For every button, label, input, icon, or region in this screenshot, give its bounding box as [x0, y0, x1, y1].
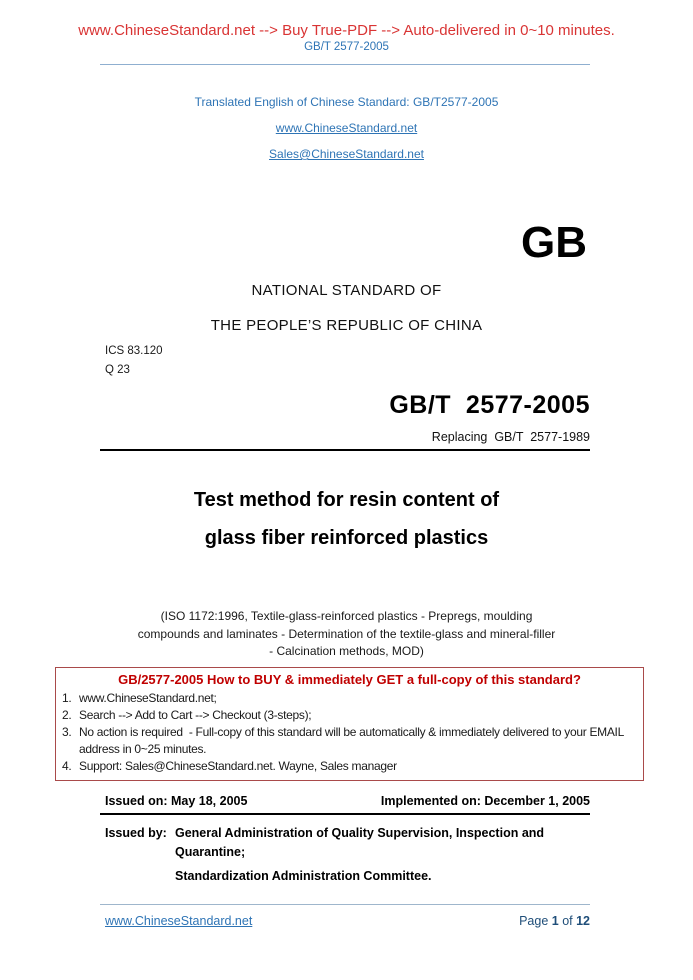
issued-on-date: Issued on: May 18, 2005	[105, 794, 248, 808]
buy-step-4	[62, 758, 637, 775]
issued-by-authority-line3: Standardization Administration Committee.	[175, 869, 432, 883]
national-standard-line1: NATIONAL STANDARD OF	[251, 282, 442, 299]
dates-divider	[100, 813, 590, 815]
q-classification: Q 23	[105, 364, 130, 376]
issued-by-content	[175, 824, 595, 886]
buy-step-3-number: 3.	[62, 725, 72, 739]
implemented-on-date: Implemented on: December 1, 2005	[380, 794, 590, 808]
buy-step-3	[62, 724, 637, 758]
buy-step-1-number: 1.	[62, 691, 72, 705]
buy-truepdf-banner: www.ChineseStandard.net --> Buy True-PDF --> Auto-delivered in 0~10 minutes.	[78, 22, 615, 39]
issued-by-authority-line1: General Administration of Quality Supervision, Inspection and	[175, 826, 545, 840]
issued-by-block	[105, 824, 595, 886]
buy-step-1	[62, 690, 637, 707]
standard-number: GB/T 2577-2005	[389, 391, 590, 419]
buy-step-2-number: 2.	[62, 708, 72, 722]
how-to-buy-box	[55, 667, 644, 781]
document-title-line1: Test method for resin content of	[193, 489, 500, 511]
national-standard-line2: THE PEOPLE’S REPUBLIC OF CHINA	[210, 317, 483, 334]
issued-by-authority-line2: Quarantine;	[175, 845, 246, 859]
doc-code-header: GB/T 2577-2005	[304, 41, 389, 53]
buy-step-4-number: 4.	[62, 759, 72, 773]
site-link[interactable]: www.ChineseStandard.net	[275, 121, 418, 135]
replacing-note: Replacing GB/T 2577-1989	[431, 430, 590, 444]
footer-row	[105, 914, 590, 928]
page-total: 12	[576, 914, 590, 928]
ics-code: ICS 83.120	[105, 345, 163, 357]
iso-note-line1: (ISO 1172:1996, Textile-glass-reinforced plastics - Prepregs, moulding	[160, 609, 533, 623]
translated-line: Translated English of Chinese Standard: GB/T2577-2005	[194, 95, 499, 109]
buy-step-2	[62, 707, 637, 724]
gb-logo: GB	[521, 218, 587, 267]
iso-note-line3: - Calcination methods, MOD)	[269, 644, 424, 658]
issued-by-label: Issued by:	[105, 826, 167, 840]
document-title-line2: glass fiber reinforced plastics	[204, 527, 489, 549]
email-link[interactable]: Sales@ChineseStandard.net	[269, 147, 424, 161]
page-current: 1	[551, 914, 559, 928]
page-word: Page	[519, 914, 552, 928]
buy-step-2-text: Search --> Add to Cart --> Checkout (3-steps);	[79, 708, 312, 722]
issue-dates-row	[105, 794, 590, 808]
standard-divider	[100, 449, 590, 451]
page-number	[519, 914, 590, 928]
buy-step-3-text: No action is required - Full-copy of this standard will be automatically & immediately delivered to your EMAIL address in 0~25 minutes.	[79, 725, 627, 756]
buy-step-1-text: www.ChineseStandard.net;	[79, 691, 217, 705]
footer-divider	[100, 904, 590, 905]
footer-site-link[interactable]: www.ChineseStandard.net	[105, 914, 253, 928]
how-to-buy-heading: GB/2577-2005 How to BUY & immediately GET a full-copy of this standard?	[118, 672, 581, 687]
iso-note-line2: compounds and laminates - Determination of the textile-glass and mineral-filler	[137, 626, 556, 641]
header-divider	[100, 64, 590, 65]
buy-step-4-text: Support: Sales@ChineseStandard.net. Wayne, Sales manager	[79, 759, 397, 773]
iso-equivalence-note	[80, 608, 613, 661]
page-of-word: of	[558, 914, 577, 928]
